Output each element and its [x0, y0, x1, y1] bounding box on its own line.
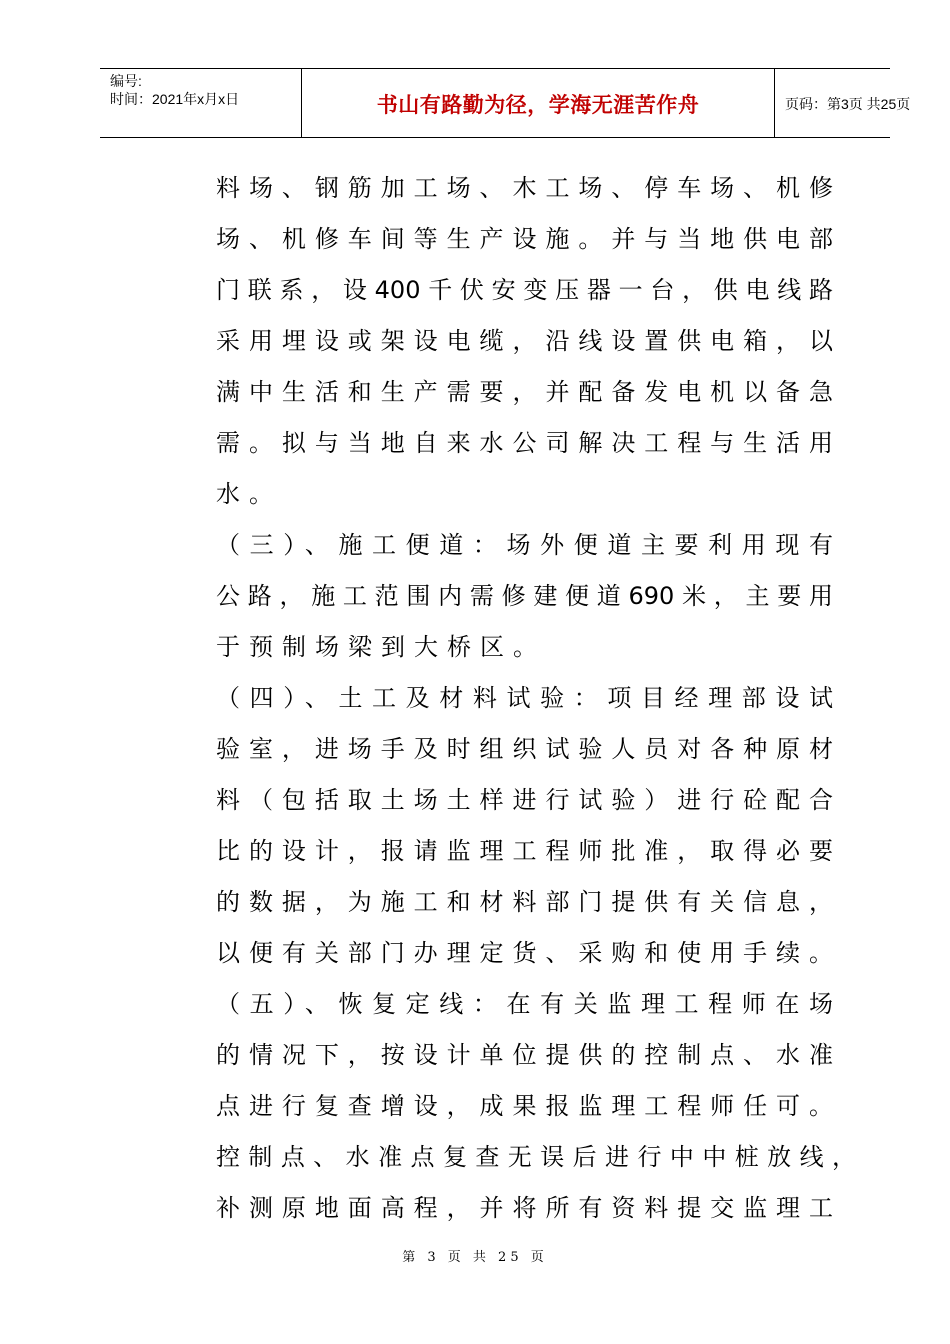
- document-number-label: 编号:: [110, 73, 142, 89]
- body-line: 以便有关部门办理定货、采购和使用手续。: [216, 939, 833, 967]
- body-line: 水。: [216, 480, 282, 508]
- header-page-cell: [775, 69, 911, 137]
- body-line: （四）、土工及材料试验：项目经理部设试: [216, 684, 833, 712]
- body-line: 补测原地面高程，并将所有资料提交监理工: [216, 1194, 833, 1222]
- body-line: （三）、施工便道：场外便道主要利用现有: [216, 531, 833, 559]
- body-line: 场、机修车间等生产设施。并与当地供电部: [216, 225, 833, 253]
- header-page-info: 页码：第3页 共25页: [785, 96, 911, 112]
- body-line: （五）、恢复定线：在有关监理工程师在场: [216, 990, 833, 1018]
- page-footer: 第 3 页 共 25 页: [402, 1250, 548, 1265]
- body-line: 料（包括取土场土样进行试验）进行砼配合: [216, 786, 833, 814]
- body-line: 点进行复查增设，成果报监理工程师任可。: [216, 1092, 833, 1120]
- header-meta-cell: [100, 69, 302, 137]
- body-line: 满中生活和生产需要，并配备发电机以备急: [216, 378, 833, 406]
- body-line: 需。拟与当地自来水公司解决工程与生活用: [216, 429, 833, 457]
- body-line: 采用埋设或架设电缆，沿线设置供电箱，以: [216, 327, 833, 355]
- body-line: 公路，施工范围内需修建便道690米，主要用: [216, 582, 833, 610]
- document-body: [216, 166, 856, 1237]
- body-line: 控制点、水准点复查无误后进行中中桩放线，: [216, 1143, 856, 1171]
- body-line: 的情况下，按设计单位提供的控制点、水准: [216, 1041, 833, 1069]
- header-motto: 书山有路勤为径，学海无涯苦作舟: [376, 93, 700, 117]
- body-line: 验室，进场手及时组织试验人员对各种原材: [216, 735, 833, 763]
- header-motto-cell: [302, 69, 775, 137]
- document-time-label: 时间：2021年x月x日: [110, 91, 240, 107]
- body-line: 的数据，为施工和材料部门提供有关信息，: [216, 888, 833, 916]
- body-line: 料场、钢筋加工场、木工场、停车场、机修: [216, 174, 833, 202]
- body-line: 比的设计，报请监理工程师批准，取得必要: [216, 837, 833, 865]
- page-header: [100, 68, 911, 138]
- body-line: 于预制场梁到大桥区。: [216, 633, 546, 661]
- body-line: 门联系，设400千伏安变压器一台，供电线路: [216, 276, 833, 304]
